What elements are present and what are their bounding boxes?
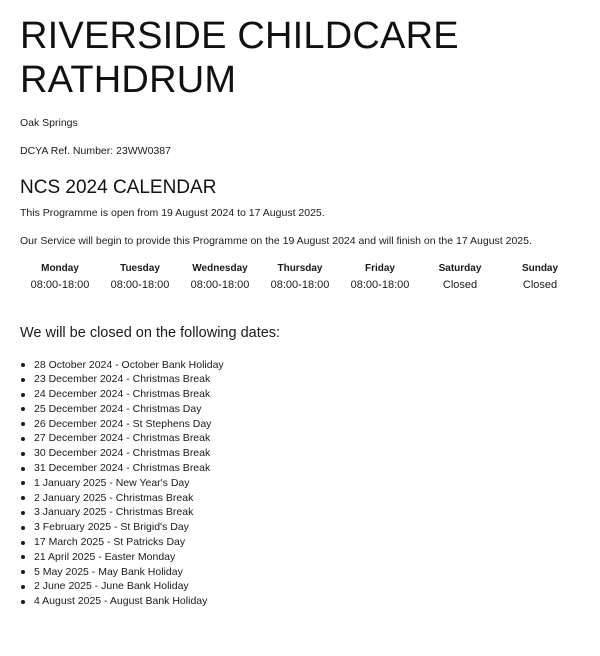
- list-item: [34, 431, 580, 446]
- list-item: [34, 476, 580, 491]
- closure-text: 27 December 2024 - Christmas Break: [34, 432, 211, 445]
- closure-text: 3 February 2025 - St Brigid's Day: [34, 521, 189, 534]
- list-item: [34, 491, 580, 506]
- bullet-icon: [21, 407, 25, 411]
- hours-thursday: [260, 262, 340, 293]
- document-page: [20, 14, 580, 609]
- day-time: 08:00-18:00: [190, 279, 250, 291]
- list-item: [34, 535, 580, 550]
- hours-wednesday: [180, 262, 260, 293]
- list-item: [34, 594, 580, 609]
- bullet-icon: [21, 363, 25, 367]
- closure-text: 31 December 2024 - Christmas Break: [34, 462, 211, 475]
- day-name: Saturday: [438, 263, 482, 274]
- programme-text: This Programme is open from 19 August 2024 to 17 August 2025.: [20, 207, 325, 219]
- day-time: Closed: [442, 279, 478, 291]
- bullet-icon: [21, 467, 25, 471]
- list-item: [34, 550, 580, 565]
- closure-text: 25 December 2024 - Christmas Day: [34, 402, 202, 415]
- bullet-icon: [21, 541, 25, 545]
- dcya-ref-text: DCYA Ref. Number: 23WW0387: [20, 145, 171, 157]
- day-time: 08:00-18:00: [30, 279, 90, 291]
- closure-text: 5 May 2025 - May Bank Holiday: [34, 565, 183, 578]
- calendar-heading: NCS 2024 CALENDAR: [20, 177, 217, 198]
- day-time: Closed: [522, 279, 558, 291]
- closure-text: 3 January 2025 - Christmas Break: [34, 506, 194, 519]
- bullet-icon: [21, 496, 25, 500]
- day-time: 08:00-18:00: [270, 279, 330, 291]
- list-item: [34, 387, 580, 402]
- day-name: Friday: [364, 263, 395, 274]
- list-item: [34, 446, 580, 461]
- bullet-icon: [21, 437, 25, 441]
- day-name: Wednesday: [192, 263, 248, 274]
- day-name: Tuesday: [120, 263, 160, 274]
- day-time: 08:00-18:00: [350, 279, 410, 291]
- list-item: [34, 579, 580, 594]
- page-title: RIVERSIDE CHILDCARE RATHDRUM: [20, 15, 459, 101]
- closure-text: 1 January 2025 - New Year's Day: [34, 476, 190, 489]
- list-item: [34, 358, 580, 373]
- day-name: Thursday: [277, 263, 323, 274]
- closure-text: 24 December 2024 - Christmas Break: [34, 388, 211, 401]
- hours-saturday: [420, 262, 500, 293]
- list-item: [34, 565, 580, 580]
- hours-friday: [340, 262, 420, 293]
- location-text: Oak Springs: [20, 117, 78, 129]
- bullet-icon: [21, 481, 25, 485]
- list-item: [34, 461, 580, 476]
- bullet-icon: [21, 378, 25, 382]
- service-text: Our Service will begin to provide this Programme on the 19 August 2024 and will finish on the 17 August 2025.: [20, 235, 532, 247]
- closure-text: 2 June 2025 - June Bank Holiday: [34, 580, 189, 593]
- bullet-icon: [21, 526, 25, 530]
- bullet-icon: [21, 585, 25, 589]
- bullet-icon: [21, 600, 25, 604]
- hours-tuesday: [100, 262, 180, 293]
- closures-list: [20, 358, 580, 610]
- hours-monday: [20, 262, 100, 293]
- opening-hours-table: [20, 262, 580, 293]
- bullet-icon: [21, 422, 25, 426]
- closure-text: 17 March 2025 - St Patricks Day: [34, 536, 186, 549]
- closure-text: 23 December 2024 - Christmas Break: [34, 373, 211, 386]
- closure-text: 21 April 2025 - Easter Monday: [34, 550, 176, 563]
- closure-text: 2 January 2025 - Christmas Break: [34, 491, 194, 504]
- hours-sunday: [500, 262, 580, 293]
- closures-heading: We will be closed on the following dates:: [20, 325, 281, 341]
- bullet-icon: [21, 555, 25, 559]
- closure-text: 4 August 2025 - August Bank Holiday: [34, 595, 208, 608]
- list-item: [34, 372, 580, 387]
- list-item: [34, 520, 580, 535]
- bullet-icon: [21, 570, 25, 574]
- closure-text: 26 December 2024 - St Stephens Day: [34, 417, 212, 430]
- bullet-icon: [21, 452, 25, 456]
- day-name: Monday: [41, 263, 79, 274]
- closure-text: 30 December 2024 - Christmas Break: [34, 447, 211, 460]
- header-info: [20, 116, 580, 158]
- day-name: Sunday: [521, 263, 559, 274]
- bullet-icon: [21, 393, 25, 397]
- bullet-icon: [21, 511, 25, 515]
- list-item: [34, 505, 580, 520]
- closure-text: 28 October 2024 - October Bank Holiday: [34, 358, 224, 371]
- list-item: [34, 402, 580, 417]
- list-item: [34, 417, 580, 432]
- day-time: 08:00-18:00: [110, 279, 170, 291]
